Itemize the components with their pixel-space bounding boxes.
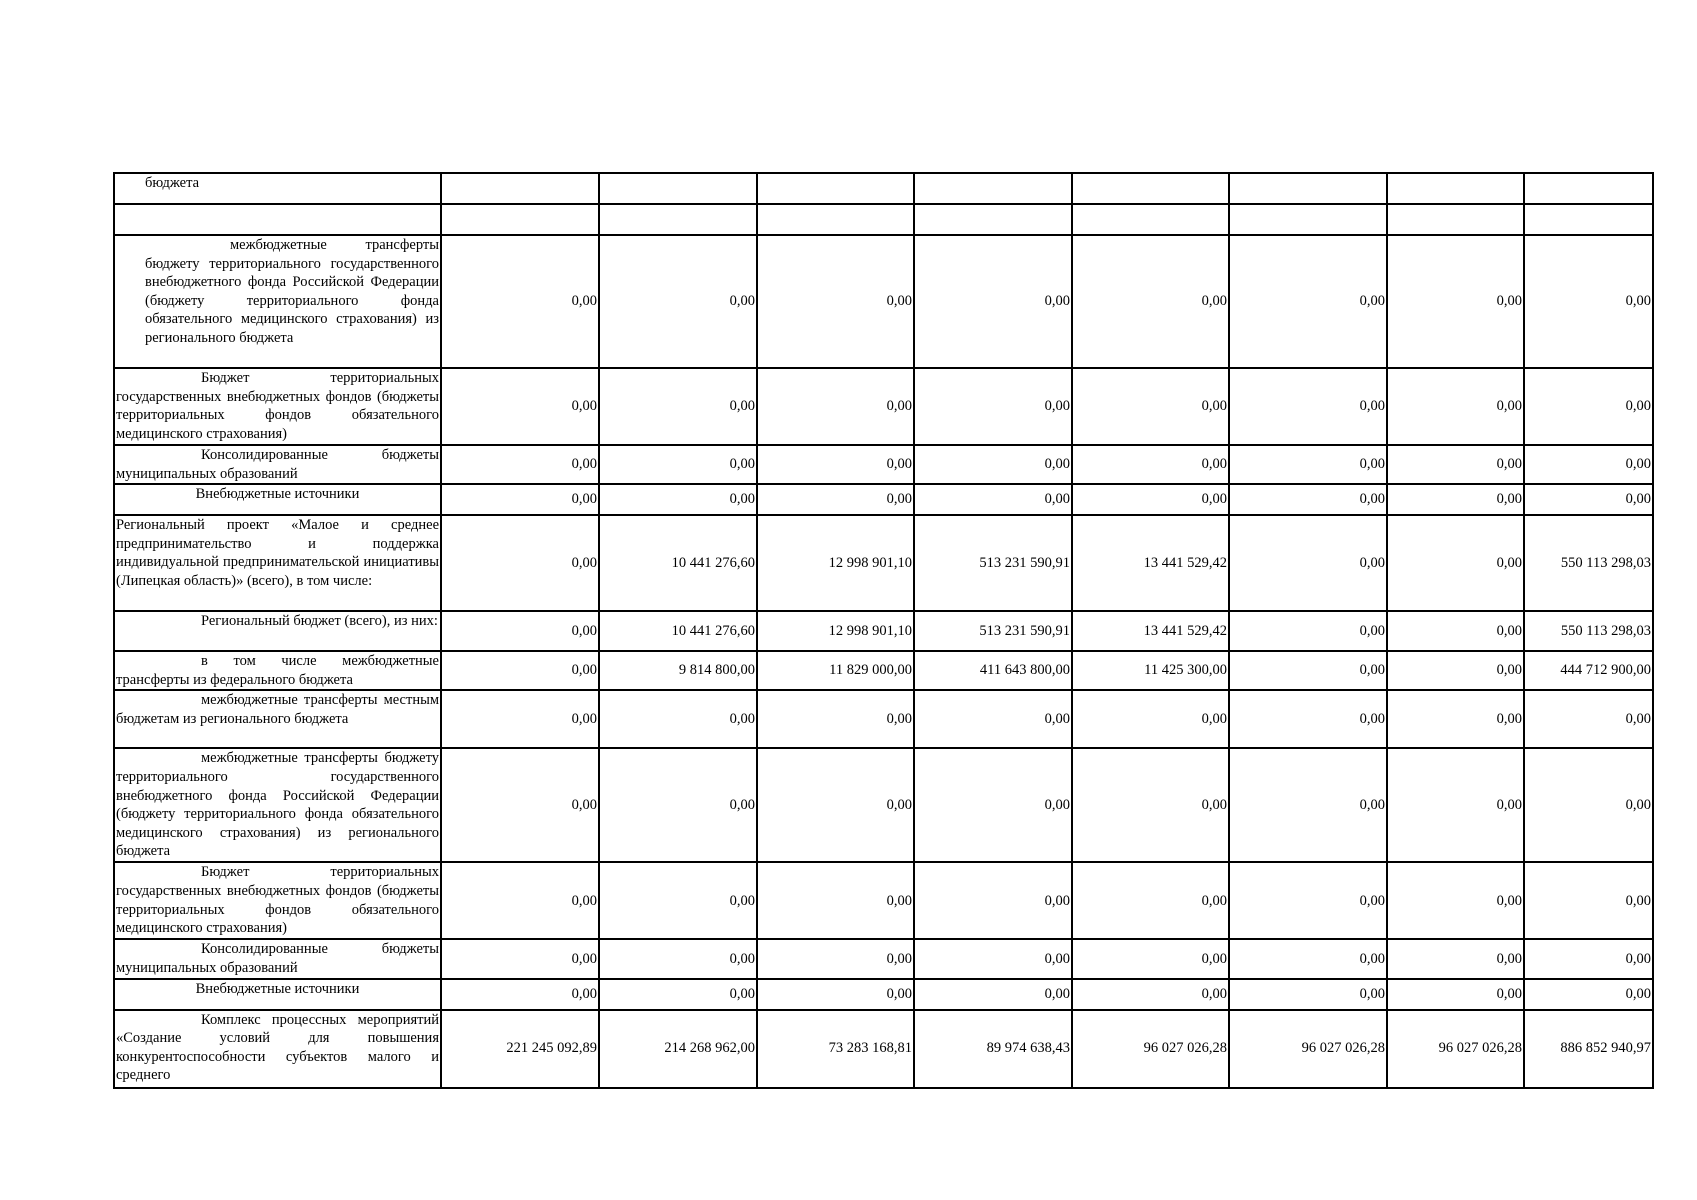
value-cell: 10 441 276,60	[599, 611, 757, 651]
value-cell	[757, 204, 914, 235]
value-cell: 0,00	[914, 939, 1072, 978]
value-cell: 0,00	[1524, 748, 1653, 862]
value-cell: 0,00	[599, 939, 757, 978]
value-cell: 0,00	[914, 235, 1072, 368]
value-cell	[1229, 204, 1387, 235]
value-cell: 0,00	[914, 368, 1072, 445]
value-cell	[1524, 173, 1653, 204]
value-cell: 0,00	[599, 235, 757, 368]
value-cell: 0,00	[441, 690, 599, 748]
value-cell: 0,00	[1387, 368, 1524, 445]
value-cell: 13 441 529,42	[1072, 515, 1229, 611]
value-cell: 0,00	[757, 979, 914, 1010]
value-cell: 11 425 300,00	[1072, 651, 1229, 690]
value-cell: 0,00	[1229, 515, 1387, 611]
value-cell: 0,00	[441, 939, 599, 978]
row-label: межбюджетные трансферты местным бюджетам из регионального бюджета	[116, 692, 439, 727]
value-cell: 0,00	[1072, 368, 1229, 445]
value-cell: 73 283 168,81	[757, 1010, 914, 1088]
table-row	[114, 235, 1653, 368]
value-cell: 0,00	[1072, 235, 1229, 368]
value-cell: 0,00	[599, 748, 757, 862]
value-cell	[441, 204, 599, 235]
row-label-cell	[114, 748, 441, 862]
value-cell: 0,00	[914, 862, 1072, 939]
table-row	[114, 690, 1653, 748]
value-cell: 0,00	[599, 979, 757, 1010]
row-label: Региональный проект «Малое и среднее предпринимательство и поддержка индивидуальной предпринимательской инициативы (Липецкая область)» (всего), в том числе:	[116, 517, 439, 589]
table-row	[114, 204, 1653, 235]
value-cell: 96 027 026,28	[1072, 1010, 1229, 1088]
value-cell: 0,00	[599, 445, 757, 484]
value-cell: 214 268 962,00	[599, 1010, 757, 1088]
row-label: межбюджетные трансферты бюджету территориального государственного внебюджетного фонда Российской Федерации (бюджету территориального фонда обязательного медицинского страхования) из регионального бюджета	[116, 750, 439, 860]
table-row	[114, 484, 1653, 515]
value-cell: 10 441 276,60	[599, 515, 757, 611]
value-cell: 0,00	[1229, 690, 1387, 748]
row-label: Внебюджетные источники	[195, 486, 360, 503]
row-label: Комплекс процессных мероприятий «Создание условий для повышения конкурентоспособности субъектов малого и среднего	[116, 1011, 439, 1084]
value-cell: 0,00	[1524, 979, 1653, 1010]
value-cell	[599, 204, 757, 235]
value-cell: 0,00	[757, 862, 914, 939]
value-cell: 0,00	[441, 611, 599, 651]
row-label-cell	[114, 368, 441, 445]
value-cell: 0,00	[757, 368, 914, 445]
value-cell	[757, 173, 914, 204]
row-label: межбюджетные трансферты бюджету территориального государственного внебюджетного фонда Российской Федерации (бюджету территориального фонда обязательного медицинского страхования) из регионального бюджета	[145, 237, 439, 346]
value-cell: 0,00	[757, 235, 914, 368]
row-label: Бюджет территориальных государственных внебюджетных фондов (бюджеты территориальных фондов обязательного медицинского страхования)	[116, 370, 439, 442]
table-row	[114, 862, 1653, 939]
value-cell: 0,00	[914, 445, 1072, 484]
value-cell: 550 113 298,03	[1524, 611, 1653, 651]
value-cell	[1072, 173, 1229, 204]
value-cell: 513 231 590,91	[914, 611, 1072, 651]
table-row	[114, 368, 1653, 445]
value-cell: 0,00	[1387, 862, 1524, 939]
row-label-cell	[114, 1010, 441, 1088]
value-cell: 0,00	[1072, 939, 1229, 978]
value-cell: 0,00	[1524, 445, 1653, 484]
value-cell: 411 643 800,00	[914, 651, 1072, 690]
value-cell: 0,00	[1387, 651, 1524, 690]
value-cell: 0,00	[914, 979, 1072, 1010]
value-cell: 0,00	[1229, 939, 1387, 978]
table-row	[114, 445, 1653, 484]
value-cell: 13 441 529,42	[1072, 611, 1229, 651]
value-cell: 0,00	[1387, 515, 1524, 611]
value-cell: 0,00	[441, 862, 599, 939]
value-cell: 0,00	[757, 748, 914, 862]
value-cell: 0,00	[441, 445, 599, 484]
value-cell: 0,00	[1229, 235, 1387, 368]
value-cell: 0,00	[1072, 748, 1229, 862]
value-cell: 12 998 901,10	[757, 611, 914, 651]
row-label-cell	[114, 611, 441, 651]
table-row	[114, 611, 1653, 651]
value-cell: 0,00	[914, 748, 1072, 862]
value-cell: 0,00	[441, 235, 599, 368]
value-cell: 0,00	[1072, 862, 1229, 939]
row-label-cell	[114, 979, 441, 1010]
value-cell: 0,00	[441, 515, 599, 611]
row-label-cell	[114, 690, 441, 748]
value-cell: 0,00	[441, 748, 599, 862]
value-cell	[1072, 204, 1229, 235]
value-cell	[914, 173, 1072, 204]
row-label: в том числе межбюджетные трансферты из федерального бюджета	[116, 653, 439, 688]
row-label: Региональный бюджет (всего), из них:	[201, 613, 438, 630]
value-cell	[914, 204, 1072, 235]
table-row	[114, 651, 1653, 690]
value-cell: 0,00	[1072, 690, 1229, 748]
value-cell: 0,00	[599, 690, 757, 748]
value-cell: 89 974 638,43	[914, 1010, 1072, 1088]
value-cell: 0,00	[1524, 939, 1653, 978]
row-label: Бюджет территориальных государственных внебюджетных фондов (бюджеты территориальных фондов обязательного медицинского страхования)	[116, 864, 439, 937]
table-row	[114, 173, 1653, 204]
value-cell: 0,00	[757, 690, 914, 748]
row-label: Консолидированные бюджеты муниципальных образований	[116, 941, 439, 976]
value-cell: 0,00	[599, 368, 757, 445]
row-label-cell	[114, 515, 441, 611]
value-cell: 0,00	[757, 484, 914, 515]
value-cell: 0,00	[1387, 748, 1524, 862]
table-row	[114, 1010, 1653, 1088]
value-cell: 0,00	[914, 690, 1072, 748]
value-cell: 221 245 092,89	[441, 1010, 599, 1088]
value-cell: 0,00	[1229, 611, 1387, 651]
value-cell: 0,00	[599, 862, 757, 939]
value-cell: 0,00	[1387, 979, 1524, 1010]
value-cell: 0,00	[1387, 690, 1524, 748]
value-cell: 0,00	[1229, 979, 1387, 1010]
value-cell: 0,00	[1524, 690, 1653, 748]
value-cell: 9 814 800,00	[599, 651, 757, 690]
value-cell: 96 027 026,28	[1387, 1010, 1524, 1088]
value-cell: 0,00	[1387, 611, 1524, 651]
value-cell: 513 231 590,91	[914, 515, 1072, 611]
value-cell: 11 829 000,00	[757, 651, 914, 690]
row-label-cell	[114, 862, 441, 939]
row-label: бюджета	[145, 175, 200, 191]
value-cell: 0,00	[1229, 484, 1387, 515]
value-cell: 0,00	[441, 979, 599, 1010]
value-cell: 0,00	[1524, 368, 1653, 445]
row-label-cell	[114, 173, 441, 204]
value-cell: 0,00	[1072, 484, 1229, 515]
value-cell: 0,00	[599, 484, 757, 515]
value-cell: 0,00	[1524, 862, 1653, 939]
value-cell: 886 852 940,97	[1524, 1010, 1653, 1088]
value-cell	[599, 173, 757, 204]
value-cell: 0,00	[914, 484, 1072, 515]
value-cell: 550 113 298,03	[1524, 515, 1653, 611]
table-row	[114, 979, 1653, 1010]
row-label-cell	[114, 651, 441, 690]
value-cell	[1229, 173, 1387, 204]
value-cell: 0,00	[1072, 979, 1229, 1010]
value-cell: 444 712 900,00	[1524, 651, 1653, 690]
value-cell: 0,00	[1229, 862, 1387, 939]
value-cell: 0,00	[1387, 445, 1524, 484]
value-cell: 0,00	[757, 939, 914, 978]
value-cell: 0,00	[1229, 445, 1387, 484]
value-cell: 0,00	[1229, 748, 1387, 862]
value-cell: 0,00	[1229, 651, 1387, 690]
value-cell: 0,00	[757, 445, 914, 484]
row-label: Консолидированные бюджеты муниципальных образований	[116, 447, 439, 482]
table-row	[114, 748, 1653, 862]
value-cell: 0,00	[1524, 484, 1653, 515]
row-label: Внебюджетные источники	[195, 980, 360, 997]
value-cell	[1524, 204, 1653, 235]
table-row	[114, 939, 1653, 978]
table-row	[114, 515, 1653, 611]
value-cell: 0,00	[441, 484, 599, 515]
value-cell: 0,00	[441, 651, 599, 690]
row-label-cell	[114, 445, 441, 484]
value-cell: 0,00	[1387, 484, 1524, 515]
value-cell: 0,00	[1387, 235, 1524, 368]
value-cell	[441, 173, 599, 204]
row-label-cell	[114, 204, 441, 235]
row-label-cell	[114, 235, 441, 368]
value-cell: 12 998 901,10	[757, 515, 914, 611]
row-label-cell	[114, 939, 441, 978]
value-cell	[1387, 204, 1524, 235]
value-cell: 0,00	[1387, 939, 1524, 978]
value-cell: 0,00	[1229, 368, 1387, 445]
value-cell	[1387, 173, 1524, 204]
value-cell: 96 027 026,28	[1229, 1010, 1387, 1088]
value-cell: 0,00	[441, 368, 599, 445]
budget-table	[113, 172, 1654, 1089]
value-cell: 0,00	[1524, 235, 1653, 368]
row-label-cell	[114, 484, 441, 515]
value-cell: 0,00	[1072, 445, 1229, 484]
